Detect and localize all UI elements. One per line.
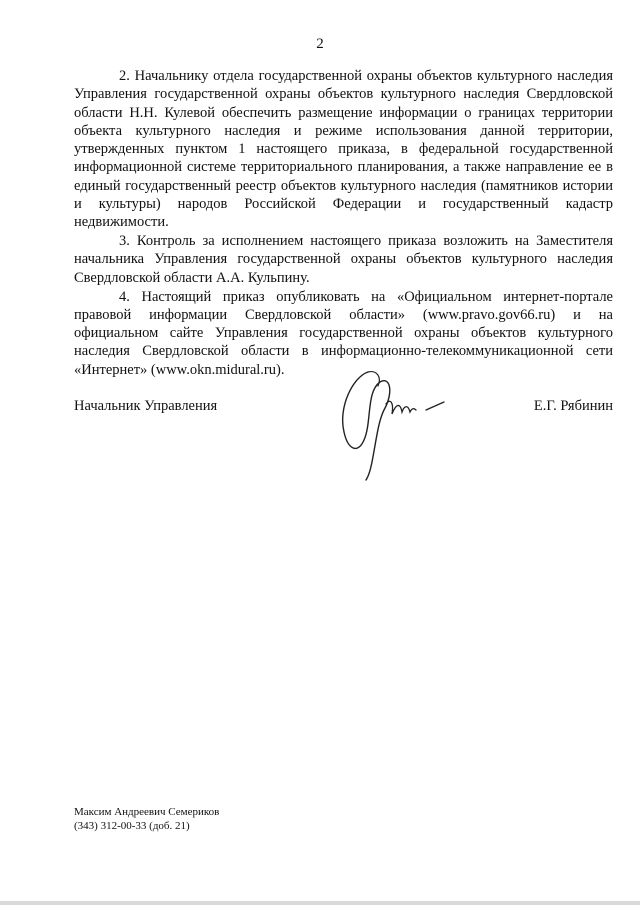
- document-body: [74, 67, 613, 380]
- paragraph-3: 3. Контроль за исполнением настоящего приказа возложить на Заместителя начальника Управления государственной охраны объектов культурного наследия Свердловской области А.А. Кульпину.: [74, 233, 613, 286]
- paragraph-2: 2. Начальнику отдела государственной охраны объектов культурного наследия Управления государственной охраны объектов культурного наследия Свердловской области Н.Н. Кулевой обеспечить размещение информации о границах территории объекта культурного наследия и режиме использования данной территории, утвержденных пунктом 1 настоящего приказа, в федеральной государственной информационной системе территориального планирования, а также направление ее в единый государственный реестр объектов культурного наследия (памятников истории и культуры) народов Российской Федерации и государственный кадастр недвижимости.: [74, 68, 613, 231]
- signatory-name: Е.Г. Рябинин: [533, 398, 613, 414]
- scan-bottom-edge: [0, 901, 640, 905]
- executor-info: [74, 805, 219, 833]
- signatory-position: Начальник Управления: [74, 398, 218, 414]
- signature-block: [74, 392, 613, 422]
- handwritten-signature: [328, 362, 458, 482]
- executor-phone: (343) 312-00-33 (доб. 21): [74, 820, 190, 832]
- paragraph-4: 4. Настоящий приказ опубликовать на «Официальном интернет-портале правовой информации Свердловской области» (www.pravo.gov66.ru) и на официальном сайте Управления государственной охраны объектов культурного наследия Свердловской области в информационно-телекоммуникационной сети «Интернет» (www.okn.midural.ru).: [74, 288, 613, 378]
- page-number: 2: [316, 36, 324, 52]
- executor-name: Максим Андреевич Семериков: [74, 806, 220, 818]
